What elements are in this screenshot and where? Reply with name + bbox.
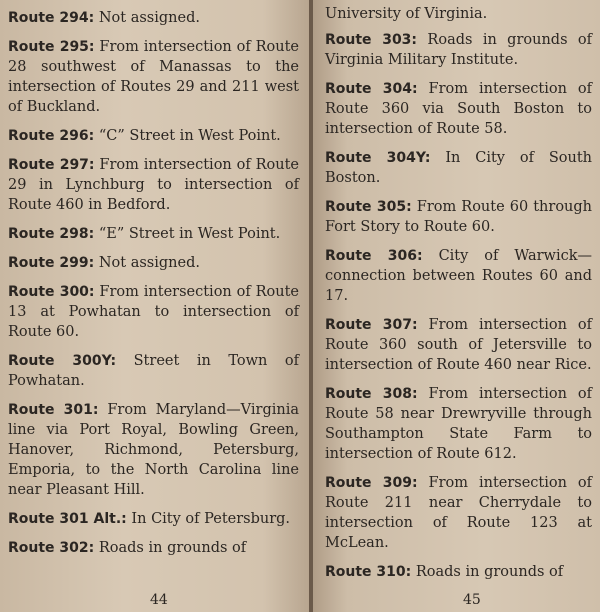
route-label: Route 297:	[8, 157, 95, 173]
route-description: From intersection of Route 29 in Lynchburg to intersection of Route 460 in Bedford.	[8, 157, 300, 213]
route-label: Route 300:	[8, 284, 95, 300]
route-entry	[8, 224, 299, 244]
route-entry	[8, 126, 299, 146]
route-description: From Maryland—Virginia line via Port Royal, Bowling Green, Hanover, Richmond, Petersburg, Emporia, to the North Carolina line near Pleasant Hill.	[8, 402, 299, 498]
right-page	[313, 0, 600, 612]
route-label: Route 304:	[325, 81, 418, 97]
route-label: Route 308:	[325, 386, 418, 402]
route-entry	[325, 30, 592, 70]
route-label: Route 299:	[8, 255, 95, 271]
route-label: Route 295:	[8, 39, 95, 55]
route-entry	[8, 400, 299, 500]
route-label: Route 303:	[325, 32, 418, 48]
route-description: From Route 60 through Fort Story to Route 60.	[325, 199, 593, 235]
route-entry	[325, 562, 592, 582]
route-description: City of Warwick—connection between Routes 60 and 17.	[325, 248, 593, 304]
route-entry	[325, 197, 592, 237]
route-entry	[8, 509, 299, 529]
route-label: Route 296:	[8, 128, 95, 144]
route-entry	[325, 315, 592, 375]
route-description: Roads in grounds of	[415, 564, 564, 580]
route-entry	[8, 538, 299, 558]
route-entry	[8, 8, 299, 28]
route-entry	[325, 246, 592, 306]
route-description: From intersection of Route 360 via South Boston to intersection of Route 58.	[325, 81, 593, 137]
route-description: Street in Town of Powhatan.	[8, 353, 299, 389]
route-description: In City of Petersburg.	[131, 511, 291, 527]
route-entry	[325, 473, 592, 553]
route-label: Route 304Y:	[325, 150, 431, 166]
route-description: Roads in grounds of	[98, 540, 247, 556]
page-number: 44	[150, 592, 168, 608]
route-entry	[325, 148, 592, 188]
route-label: Route 305:	[325, 199, 412, 215]
route-label: Route 298:	[8, 226, 95, 242]
route-description: From intersection of Route 28 southwest of Manassas to the intersection of Routes 29 and 211 west of Buckland.	[8, 39, 300, 115]
route-label: Route 307:	[325, 317, 418, 333]
route-entry	[8, 37, 299, 117]
route-label: Route 310:	[325, 564, 412, 580]
route-entry	[325, 79, 592, 139]
route-label: Route 300Y:	[8, 353, 117, 369]
route-description: Not assigned.	[98, 10, 200, 26]
route-label: Route 301 Alt.:	[8, 511, 127, 527]
route-description: From intersection of Route 211 near Cherrydale to intersection of Route 123 at McLean.	[325, 475, 593, 551]
route-label: Route 301:	[8, 402, 99, 418]
route-entry	[8, 351, 299, 391]
route-entry	[325, 384, 592, 464]
route-label: Route 294:	[8, 10, 95, 26]
route-description: In City of South Boston.	[325, 150, 592, 186]
route-label: Route 302:	[8, 540, 95, 556]
page-number: 45	[463, 592, 481, 608]
route-description: From intersection of Route 13 at Powhatan to intersection of Route 60.	[8, 284, 300, 340]
continued-text: University of Virginia.	[325, 6, 488, 22]
route-entry	[8, 155, 299, 215]
route-entry	[8, 282, 299, 342]
route-description: Not assigned.	[98, 255, 200, 271]
route-description: Roads in grounds of Virginia Military Institute.	[325, 32, 593, 68]
route-label: Route 309:	[325, 475, 418, 491]
route-description: “E” Street in West Point.	[98, 226, 281, 242]
route-description: From intersection of Route 360 south of Jetersville to intersection of Route 460 near Rice.	[325, 317, 593, 373]
route-description: “C” Street in West Point.	[98, 128, 281, 144]
route-description: From intersection of Route 58 near Drewryville through Southampton State Farm to intersection of Route 612.	[325, 386, 593, 462]
route-entry	[8, 253, 299, 273]
route-label: Route 306:	[325, 248, 423, 264]
